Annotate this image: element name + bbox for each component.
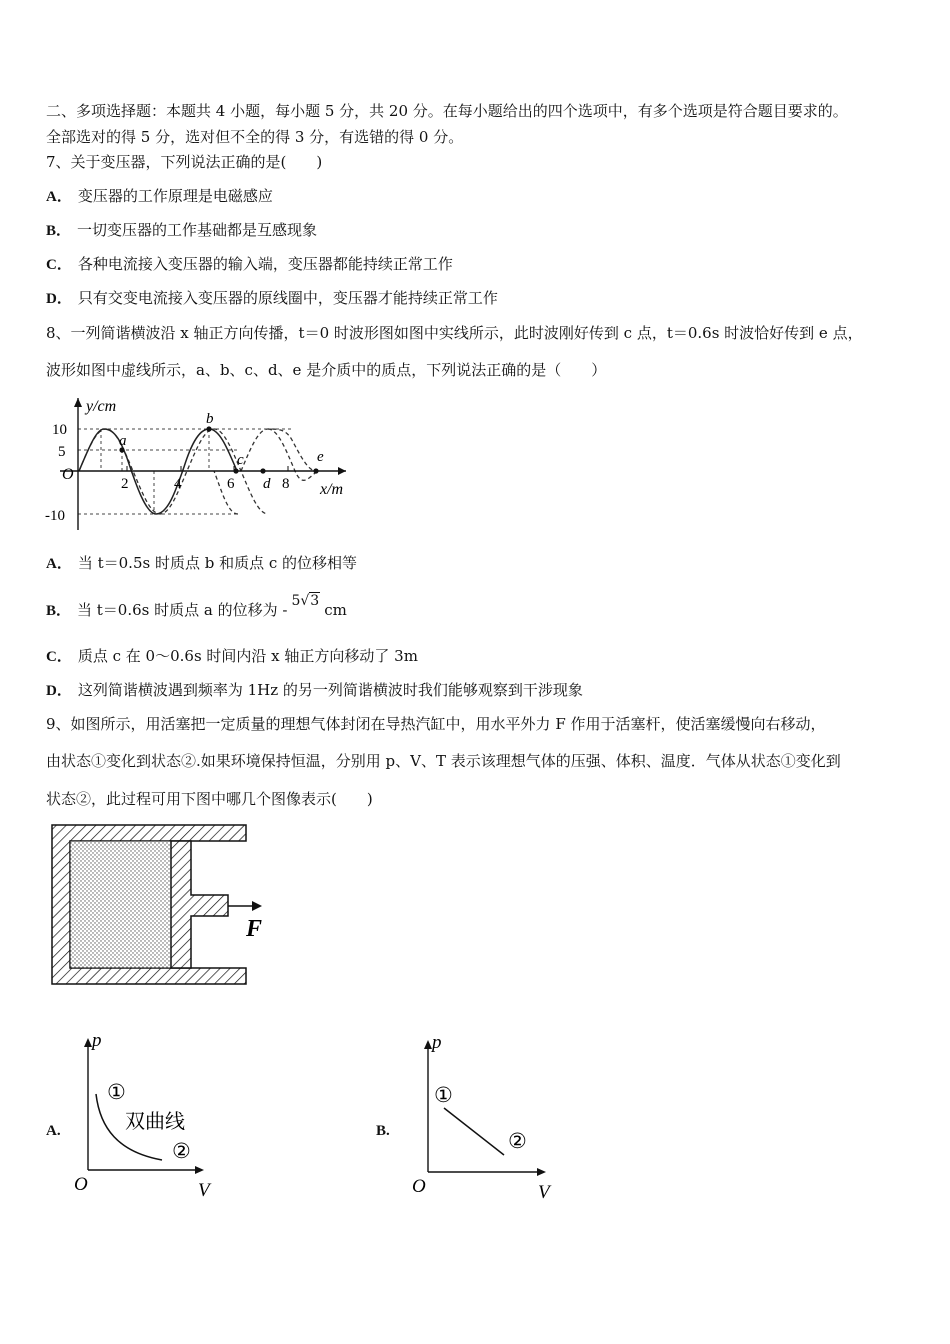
section-header-line2: 全部选对的得 5 分，选对但不全的得 3 分，有选错的得 0 分。 bbox=[46, 128, 464, 146]
option-text: 当 t＝0.5s 时质点 b 和质点 c 的位移相等 bbox=[77, 554, 358, 572]
x-tick-label: 6 bbox=[227, 476, 235, 492]
radical-coefficient: 5 bbox=[291, 593, 301, 609]
q8-option-a bbox=[46, 553, 357, 574]
x-tick-label: 2 bbox=[121, 476, 129, 492]
graph-a-curve-text: 双曲线 bbox=[125, 1109, 185, 1133]
option-label: A． bbox=[46, 189, 72, 205]
option-label: A． bbox=[46, 556, 72, 572]
q8-stem-line1: 8、一列简谐横波沿 x 轴正方向传播，t＝0 时波形图如图中实线所示，此时波刚好传到 c 点，t＝0.6s 时波恰好传到 e 点， bbox=[46, 324, 863, 342]
y-axis-arrow bbox=[74, 398, 82, 407]
point-d bbox=[260, 468, 265, 473]
graph-b-origin: O bbox=[412, 1176, 426, 1197]
graph-a-y-label: p bbox=[92, 1030, 102, 1051]
force-arrowhead bbox=[252, 901, 262, 911]
point-e bbox=[313, 468, 318, 473]
section-header-line1: 二、多项选择题：本题共 4 小题，每小题 5 分，共 20 分。在每小题给出的四个选项中，有多个选项是符合题目要求的。 bbox=[46, 102, 848, 120]
q7-stem: 7、关于变压器，下列说法正确的是( ) bbox=[46, 153, 323, 171]
option-text: 这列简谐横波遇到频率为 1Hz 的另一列简谐横波时我们能够观察到干涉现象 bbox=[77, 681, 583, 699]
q7-option-a bbox=[46, 186, 273, 207]
wave-figure bbox=[40, 392, 370, 532]
point-label-b: b bbox=[206, 411, 214, 427]
q7-option-c bbox=[46, 254, 453, 275]
graph-b-y-arrow bbox=[424, 1040, 432, 1049]
x-axis-label: x/m bbox=[320, 481, 344, 498]
q9-stem-line2: 由状态①变化到状态②.如果环境保持恒温，分别用 p、V、T 表示该理想气体的压强、体积、温度．气体从状态①变化到 bbox=[46, 752, 841, 770]
x-tick-label: 8 bbox=[282, 476, 290, 492]
radical-expression: 5√3 bbox=[291, 593, 320, 609]
y-axis-label: y/cm bbox=[86, 398, 117, 415]
q8-option-b bbox=[46, 593, 347, 621]
q7-option-b bbox=[46, 220, 317, 241]
option-text: 质点 c 在 0～0.6s 时间内沿 x 轴正方向移动了 3m bbox=[77, 647, 418, 665]
option-label: D． bbox=[46, 683, 72, 699]
option-text: 只有交变电流接入变压器的原线圈中，变压器才能持续正常工作 bbox=[77, 289, 498, 307]
point-label-d: d bbox=[263, 476, 271, 492]
graph-b-x-arrow bbox=[537, 1168, 546, 1176]
option-text-before: 当 t＝0.6s 时质点 a 的位移为 - bbox=[77, 601, 288, 619]
graph-b-start: ① bbox=[434, 1083, 453, 1107]
q8-option-d bbox=[46, 680, 583, 701]
origin-label: O bbox=[62, 466, 74, 483]
q8-option-c bbox=[46, 646, 418, 667]
option-label: B． bbox=[46, 223, 72, 239]
graph-a-origin: O bbox=[74, 1174, 88, 1195]
force-label: F bbox=[246, 916, 263, 942]
y-tick-label: -10 bbox=[45, 508, 65, 524]
radicand: 3 bbox=[310, 593, 320, 609]
graph-b-x-label: V bbox=[538, 1182, 550, 1200]
piston bbox=[171, 841, 228, 968]
x-axis-arrow bbox=[338, 467, 346, 475]
option-text: 各种电流接入变压器的输入端，变压器都能持续正常工作 bbox=[77, 255, 453, 273]
q9-stem-line1: 9、如图所示，用活塞把一定质量的理想气体封闭在导热汽缸中，用水平外力 F 作用于活塞杆，使活塞缓慢向右移动， bbox=[46, 715, 826, 733]
point-c bbox=[233, 468, 238, 473]
cylinder-figure bbox=[45, 818, 285, 993]
option-label: C． bbox=[46, 649, 72, 665]
option-text: 变压器的工作原理是电磁感应 bbox=[77, 187, 273, 205]
option-text: 一切变压器的工作基础都是互感现象 bbox=[77, 221, 318, 239]
x-tick-label: 4 bbox=[174, 476, 182, 492]
y-tick-label: 10 bbox=[52, 422, 67, 438]
graph-a bbox=[70, 1030, 220, 1200]
graph-b bbox=[405, 1030, 555, 1200]
graph-a-end: ② bbox=[172, 1139, 191, 1163]
q8-stem-line2: 波形如图中虚线所示，a、b、c、d、e 是介质中的质点，下列说法正确的是（ ） bbox=[46, 361, 607, 379]
graph-b-end: ② bbox=[508, 1129, 527, 1153]
graph-a-y-arrow bbox=[84, 1038, 92, 1047]
wave-dashed-tail bbox=[241, 429, 316, 471]
point-label-c: c bbox=[237, 452, 244, 468]
graph-a-start: ① bbox=[107, 1080, 126, 1104]
q7-option-d bbox=[46, 288, 498, 309]
option-label: D． bbox=[46, 291, 72, 307]
graph-b-line bbox=[444, 1108, 504, 1155]
q9-stem-line3: 状态②，此过程可用下图中哪几个图像表示( ) bbox=[46, 790, 373, 808]
y-tick-label: 5 bbox=[58, 444, 66, 460]
graph-a-x-label: V bbox=[198, 1180, 210, 1200]
gas-region bbox=[70, 841, 171, 968]
graph-b-y-label: p bbox=[432, 1032, 442, 1053]
point-label-a: a bbox=[119, 433, 127, 449]
option-label: C． bbox=[46, 257, 72, 273]
point-b bbox=[206, 426, 211, 431]
point-label-e: e bbox=[317, 449, 324, 465]
option-text-after: cm bbox=[324, 601, 347, 619]
q9-graph-b-label: B. bbox=[376, 1123, 390, 1139]
option-label: B． bbox=[46, 603, 72, 619]
graph-a-x-arrow bbox=[195, 1166, 204, 1174]
q9-graph-a-label: A. bbox=[46, 1123, 61, 1139]
